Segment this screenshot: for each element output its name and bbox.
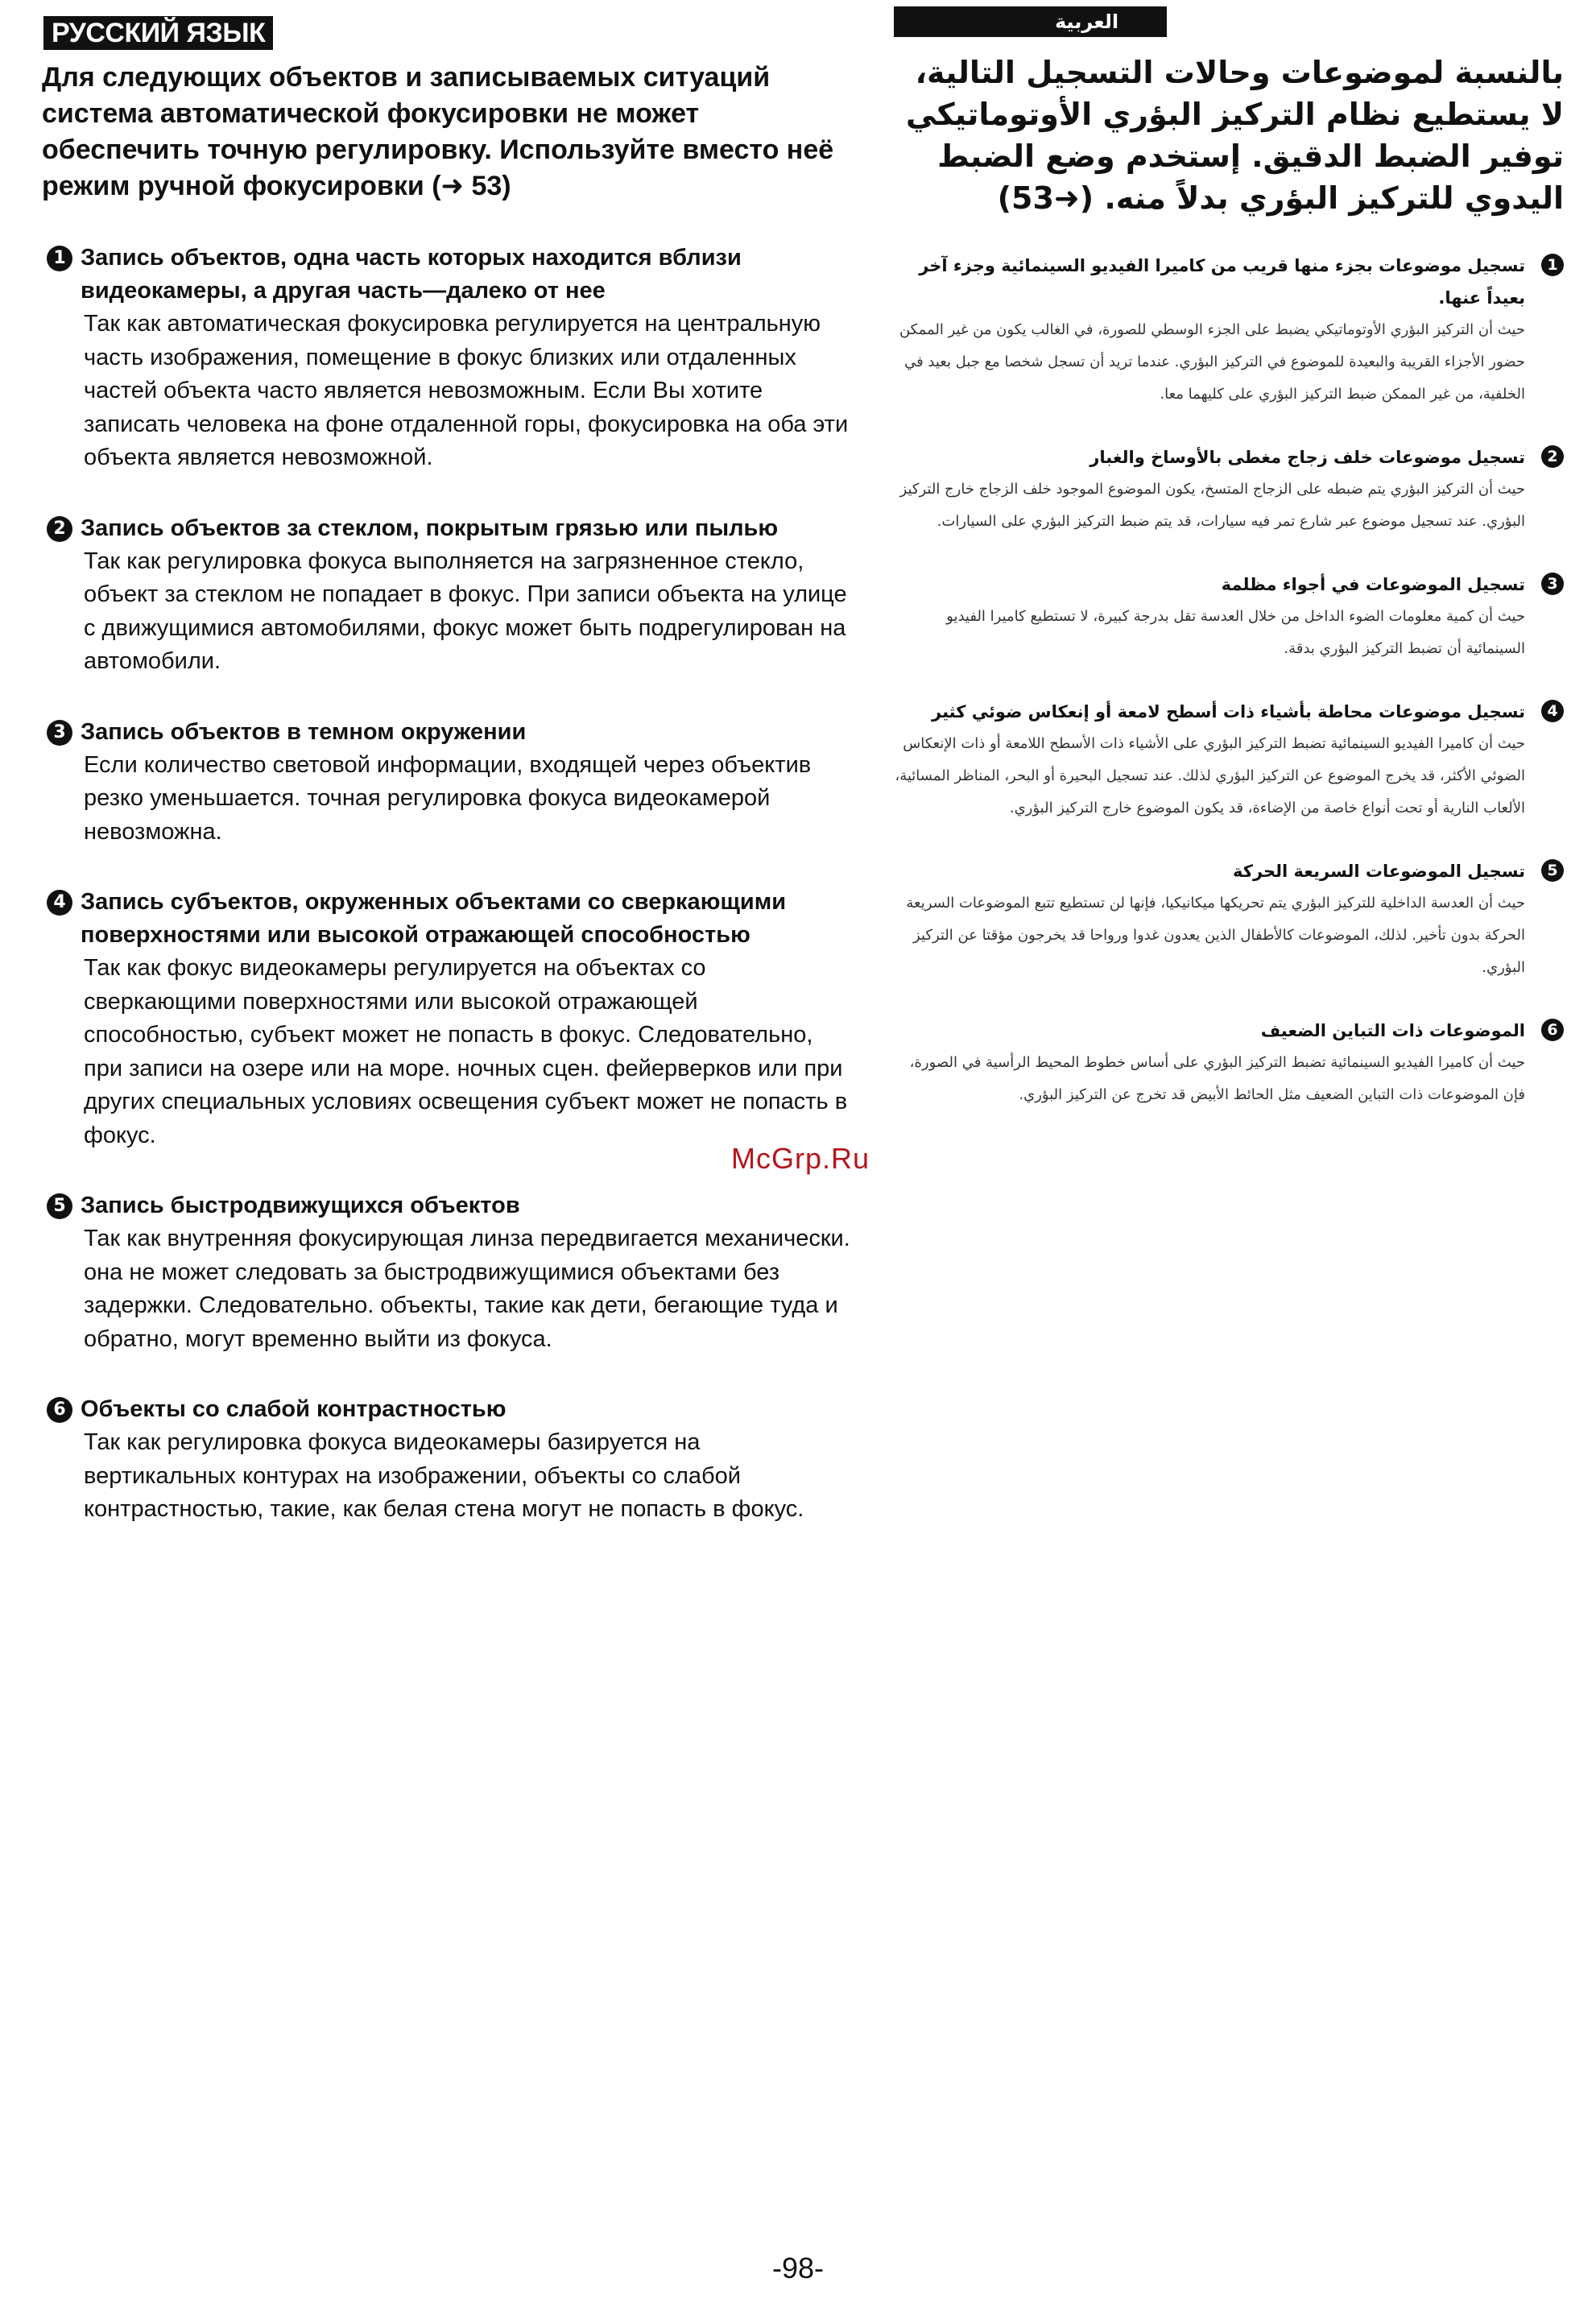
section-body: Так как фокус видеокамеры регулируется на объектах со сверкающими поверхностями или высокой отражающей способностью, субъект может не попасть в фокус. Следовательно, при записи на озере или на море. ночных сцен. фейерверков или при других специальных условиях освещения субъект может не попасть в фокус. [84, 955, 848, 1148]
number-3-icon: 3 [47, 720, 72, 746]
section-6-arabic [894, 1015, 1564, 1111]
section-body: حيث أن كاميرا الفيديو السينمائية تضبط التركيز البؤري على أساس خطوط المحيط الرأسية في الصورة، فإن الموضوعات ذات التباين الضعيف مثل الحائط الأبيض قد تخرج عن التركيز البؤري. [909, 1054, 1525, 1103]
section-4-arabic [894, 696, 1564, 825]
section-heading [42, 242, 855, 308]
section-title: الموضوعات ذات التباين الضعيف [1260, 1021, 1525, 1040]
number-1-icon: 1 [1541, 254, 1564, 276]
number-6-icon: 6 [1541, 1019, 1564, 1041]
section-body: Так как регулировка фокуса выполняется на загрязненное стекло, объект за стеклом не попадает в фокус. При записи объекта на улице с движущимися автомобилями, фокус может быть подрегулирован на автомобили. [84, 548, 847, 674]
number-4-icon: 4 [1541, 700, 1564, 722]
section-5-russian [42, 1189, 855, 1356]
section-title: تسجيل الموضوعات السريعة الحركة [1233, 862, 1525, 881]
section-5-arabic [894, 855, 1564, 984]
section-body: Так как регулировка фокуса видеокамеры базируется на вертикальных контурах на изображении, объекты со слабой контрастностью, такие, как белая стена могут не попасть в фокус. [84, 1429, 804, 1522]
section-title: Запись быстродвижущихся объектов [81, 1193, 520, 1218]
number-4-icon: 4 [47, 890, 72, 916]
section-3-arabic [894, 569, 1564, 665]
section-title: Запись объектов за стеклом, покрытым грязью или пылью [81, 515, 779, 541]
section-heading [894, 855, 1564, 887]
section-heading [894, 441, 1564, 473]
section-1-arabic [894, 250, 1564, 411]
section-heading [894, 250, 1564, 314]
section-heading [894, 1015, 1564, 1047]
section-body: Так как внутренняя фокусирующая линза передвигается механически. она не может следовать за быстродвижущимися объектами без задержки. Следовательно. объекты, такие как дети, бегающие туда и обратно, могут временно выйти из фокуса. [84, 1226, 850, 1352]
section-body: حيث أن العدسة الداخلية للتركيز البؤري يتم تحريكها ميكانيكيا، فإنها لن تستطيع تتبع الموضوعات السريعة الحركة بدون تأخير. لذلك، الموضوعات كالأطفال الذين يعدون غدوا ورواحا قد يخرجون مؤقتا عن التركيز البؤري. [906, 895, 1525, 976]
language-label-arabic: العربية [894, 6, 1167, 37]
number-6-icon: 6 [47, 1397, 72, 1423]
number-5-icon: 5 [1541, 859, 1564, 882]
number-5-icon: 5 [47, 1193, 72, 1219]
page-number: -98- [771, 2251, 825, 2284]
number-3-icon: 3 [1541, 573, 1564, 595]
section-body: حيث أن التركيز البؤري الأوتوماتيكي يضبط على الجزء الوسطي للصورة، في الغالب يكون من غير الممكن حضور الأجزاء القريبة والبعيدة للموضوع في التركيز البؤري. عندما تريد أن تسجل شخصا مع جبل بعيد في الخلفية، من غير الممكن ضبط التركيز البؤري على كليهما معا. [899, 321, 1525, 403]
section-body: حيث أن كمية معلومات الضوء الداخل من خلال العدسة تقل بدرجة كبيرة، لا تستطيع كاميرا الفيديو السينمائية أن تضبط التركيز البؤري بدقة. [946, 608, 1525, 657]
section-heading [894, 696, 1564, 728]
section-title: تسجيل موضوعات محاطة بأشياء ذات أسطح لامعة أو إنعكاس ضوئي كثير [932, 702, 1525, 721]
section-title: تسجيل موضوعات بجزء منها قريب من كاميرا الفيديو السينمائية وجزء آخر بعيداً عنها. [919, 256, 1525, 308]
language-label-row-arabic [894, 6, 1564, 37]
section-4-russian [42, 886, 855, 1152]
section-1-russian [42, 242, 855, 475]
number-2-icon: 2 [1541, 445, 1564, 468]
russian-column [42, 16, 855, 1527]
section-title: تسجيل موضوعات خلف زجاج مغطى بالأوساخ والغبار [1089, 448, 1525, 467]
language-label-russian: РУССКИЙ ЯЗЫК [43, 16, 273, 50]
section-heading [894, 569, 1564, 601]
section-body: حيث أن كاميرا الفيديو السينمائية تضبط التركيز البؤري على الأشياء ذات الأسطح اللامعة أو ذات الإنعكاس الضوئي الأكثر، قد يخرج الموضوع عن التركيز البؤري لذلك. عند تسجيل البحيرة أو البحر، المناظر المسائية، الألعاب النارية أو تحت أنواع خاصة من الإضاءة، قد يكون الموضوع خارج التركيز البؤري. [895, 735, 1525, 817]
section-heading [42, 716, 855, 749]
section-title: تسجيل الموضوعات في أجواء مظلمة [1221, 575, 1525, 594]
section-body: Так как автоматическая фокусировка регулируется на центральную часть изображения, помещение в фокус близких или отдаленных частей объекта часто является невозможным. Если Вы хотите записать человека на фоне отдаленной горы, фокусировка на оба эти объекта является невозможной. [84, 311, 849, 470]
section-heading [42, 1393, 855, 1426]
section-title: Объекты со слабой контрастностью [81, 1396, 507, 1422]
section-title: Запись объектов в темном окружении [81, 718, 527, 745]
watermark: McGrp.Ru [731, 1142, 870, 1175]
section-title: Запись объектов, одна часть которых находится вблизи видеокамеры, а другая часть—далеко от нее [81, 245, 742, 304]
section-heading [42, 886, 855, 952]
number-1-icon: 1 [47, 246, 72, 271]
section-heading [42, 512, 855, 545]
section-body: حيث أن التركيز البؤري يتم ضبطه على الزجاج المتسخ، يكون الموضوع الموجود خلف الزجاج خارج التركيز البؤري. عند تسجيل موضوع عبر شارع تمر فيه سيارات، قد يتم ضبط التركيز البؤري على السيارات. [899, 481, 1525, 530]
section-title: Запись субъектов, окруженных объектами со сверкающими поверхностями или высокой отражающей способностью [81, 889, 787, 948]
section-2-arabic [894, 441, 1564, 538]
section-body: Если количество световой информации, входящей через объектив резко уменьшается. точная регулировка фокуса видеокамерой невозможна. [84, 751, 812, 845]
intro-russian: Для следующих объектов и записываемых ситуаций система автоматической фокусировки не может обеспечить точную регулировку. Используйте вместо неё режим ручной фокусировки (➜ 53) [42, 62, 834, 201]
section-2-russian [42, 512, 855, 679]
section-3-russian [42, 716, 855, 850]
intro-arabic: بالنسبة لموضوعات وحالات التسجيل التالية، لا يستطيع نظام التركيز البؤري الأوتوماتيكي توفير الضبط الدقيق. إستخدم وضع الضبط اليدوي للتركيز البؤري بدلاً منه. (➜53) [906, 55, 1564, 216]
number-2-icon: 2 [47, 516, 72, 542]
section-6-russian [42, 1393, 855, 1527]
section-heading [42, 1189, 855, 1222]
arabic-column [894, 6, 1564, 1111]
